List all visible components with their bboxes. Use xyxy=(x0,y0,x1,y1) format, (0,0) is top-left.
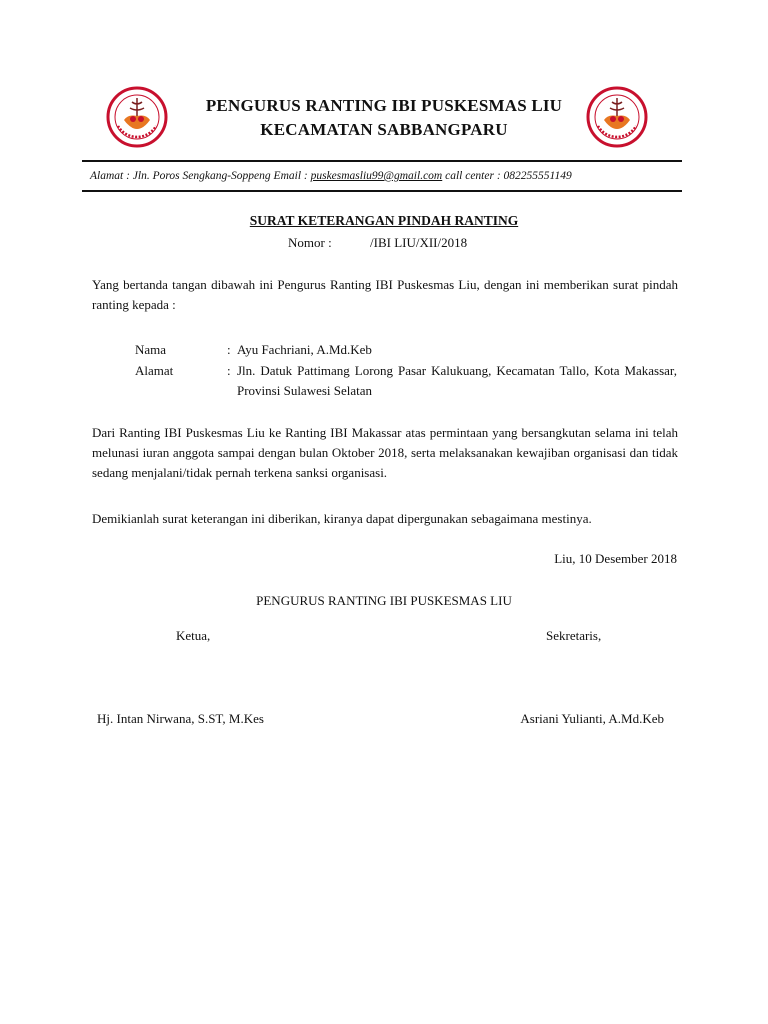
field-value-alamat: Jln. Datuk Pattimang Lorong Pasar Kalukuang, Kecamatan Tallo, Kota Makassar, Provinsi Sulawesi Selatan xyxy=(237,363,677,398)
email-link[interactable]: puskesmasliu99@gmail.com xyxy=(310,170,443,182)
address-suffix: call center : 082255551149 xyxy=(442,170,572,182)
field-sep-nama: : xyxy=(227,342,231,357)
address-line xyxy=(90,170,572,182)
signature-org: PENGURUS RANTING IBI PUSKESMAS LIU xyxy=(256,593,512,608)
field-label-nama: Nama xyxy=(135,342,167,357)
closing-paragraph: Demikianlah surat keterangan ini diberikan, kiranya dapat dipergunakan sebagaimana mestinya. xyxy=(92,511,592,526)
header-divider-bottom xyxy=(82,190,682,192)
field-value-nama: Ayu Fachriani, A.Md.Keb xyxy=(237,342,372,357)
chair-name: Hj. Intan Nirwana, S.ST, M.Kes xyxy=(97,711,264,726)
header-divider-top xyxy=(82,160,682,162)
body-paragraph: Dari Ranting IBI Puskesmas Liu ke Ranting IBI Makassar atas permintaan yang bersangkutan selama ini telah melunasi iuran anggota sampai dengan bulan Oktober 2018, serta melaksanakan kewajiban organisasi dan tidak sedang menjalani/tidak pernah terkena sanksi organisasi. xyxy=(92,425,678,480)
field-label-alamat: Alamat xyxy=(135,363,174,378)
number-label: Nomor : xyxy=(288,235,332,250)
secretary-name: Asriani Yulianti, A.Md.Keb xyxy=(520,711,664,726)
header-line-1: PENGURUS RANTING IBI PUSKESMAS LIU xyxy=(205,96,563,115)
place-date: Liu, 10 Desember 2018 xyxy=(554,551,677,566)
address-prefix: Alamat : Jln. Poros Sengkang-Soppeng Email : xyxy=(90,170,311,182)
letter-title: SURAT KETERANGAN PINDAH RANTING xyxy=(249,213,519,228)
chair-title: Ketua, xyxy=(176,628,211,643)
field-sep-alamat: : xyxy=(227,363,231,378)
header-line-2: KECAMATAN SABBANGPARU xyxy=(260,120,508,139)
number-value: /IBI LIU/XII/2018 xyxy=(370,235,468,250)
intro-paragraph: Yang bertanda tangan dibawah ini Pengurus Ranting IBI Puskesmas Liu, dengan ini memberikan surat pindah ranting kepada : xyxy=(92,277,678,312)
secretary-title: Sekretaris, xyxy=(546,628,602,643)
